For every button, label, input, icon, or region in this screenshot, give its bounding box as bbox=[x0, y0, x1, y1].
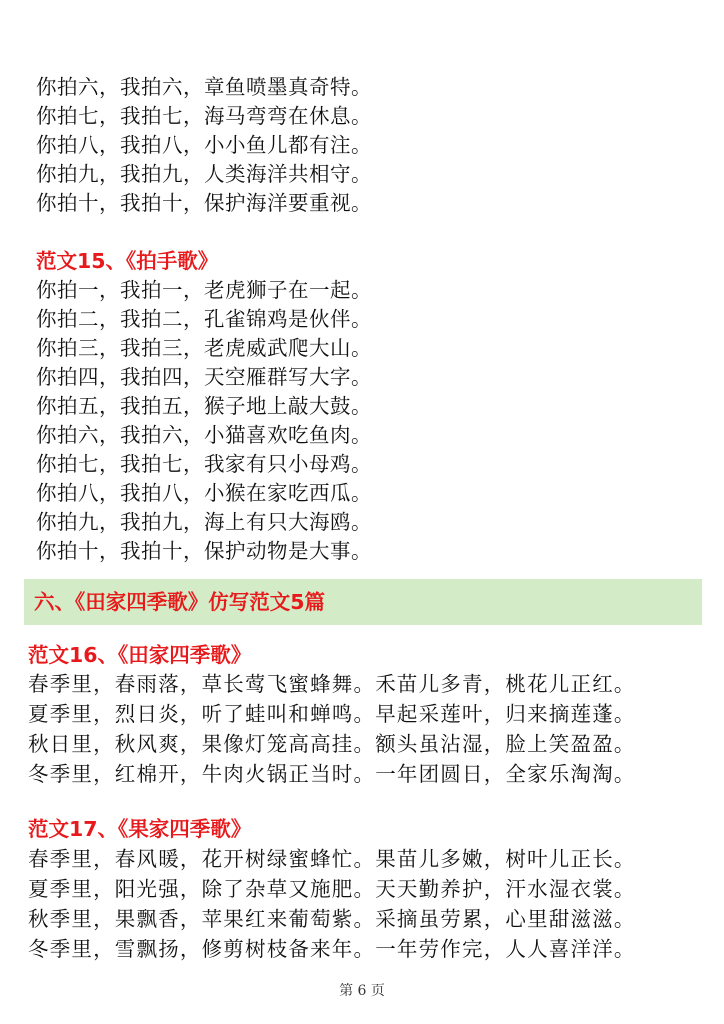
fanwen17-heading: 范文17、《果家四季歌》 bbox=[28, 817, 252, 841]
season-line: 冬季里，雪飘扬，修剪树枝备来年。一年劳作完，人人喜洋洋。 bbox=[28, 937, 636, 961]
poem-line: 你拍十，我拍十，保护动物是大事。 bbox=[36, 539, 372, 563]
poem-line: 你拍八，我拍八，小小鱼儿都有注。 bbox=[36, 133, 372, 157]
poem-line: 你拍十，我拍十，保护海洋要重视。 bbox=[36, 191, 372, 215]
fanwen16-heading: 范文16、《田家四季歌》 bbox=[28, 643, 252, 667]
season-line: 夏季里，烈日炎，听了蛙叫和蝉鸣。早起采莲叶，归来摘莲蓬。 bbox=[28, 702, 636, 726]
poem-line: 你拍一，我拍一，老虎狮子在一起。 bbox=[36, 278, 372, 302]
poem-line: 你拍七，我拍七，我家有只小母鸡。 bbox=[36, 452, 372, 476]
poem-line: 你拍五，我拍五，猴子地上敲大鼓。 bbox=[36, 394, 372, 418]
poem-line: 你拍六，我拍六，小猫喜欢吃鱼肉。 bbox=[36, 423, 372, 447]
poem-line: 你拍四，我拍四，天空雁群写大字。 bbox=[36, 365, 372, 389]
poem-line: 你拍九，我拍九，人类海洋共相守。 bbox=[36, 162, 372, 186]
season-line: 春季里，春风暖，花开树绿蜜蜂忙。果苗儿多嫩，树叶儿正长。 bbox=[28, 847, 636, 871]
poem-line: 你拍八，我拍八，小猴在家吃西瓜。 bbox=[36, 481, 372, 505]
section-six-band bbox=[24, 579, 702, 625]
poem-line: 你拍三，我拍三，老虎威武爬大山。 bbox=[36, 336, 372, 360]
season-line: 春季里，春雨落，草长莺飞蜜蜂舞。禾苗儿多青，桃花儿正红。 bbox=[28, 672, 636, 696]
fanwen15-heading: 范文15、《拍手歌》 bbox=[36, 249, 219, 273]
poem-line: 你拍九，我拍九，海上有只大海鸥。 bbox=[36, 510, 372, 534]
poem-line: 你拍七，我拍七，海马弯弯在休息。 bbox=[36, 104, 372, 128]
page-number: 第 6 页 bbox=[339, 983, 385, 999]
poem-line: 你拍六，我拍六，章鱼喷墨真奇特。 bbox=[36, 75, 372, 99]
section-six-title: 六、《田家四季歌》仿写范文5篇 bbox=[34, 590, 326, 614]
poem-line: 你拍二，我拍二，孔雀锦鸡是伙伴。 bbox=[36, 307, 372, 331]
season-line: 夏季里，阳光强，除了杂草又施肥。天天勤养护，汗水湿衣裳。 bbox=[28, 877, 636, 901]
season-line: 秋日里，秋风爽，果像灯笼高高挂。额头虽沾湿，脸上笑盈盈。 bbox=[28, 732, 636, 756]
season-line: 秋季里，果飘香，苹果红来葡萄紫。采摘虽劳累，心里甜滋滋。 bbox=[28, 907, 636, 931]
season-line: 冬季里，红棉开，牛肉火锅正当时。一年团圆日，全家乐淘淘。 bbox=[28, 762, 636, 786]
